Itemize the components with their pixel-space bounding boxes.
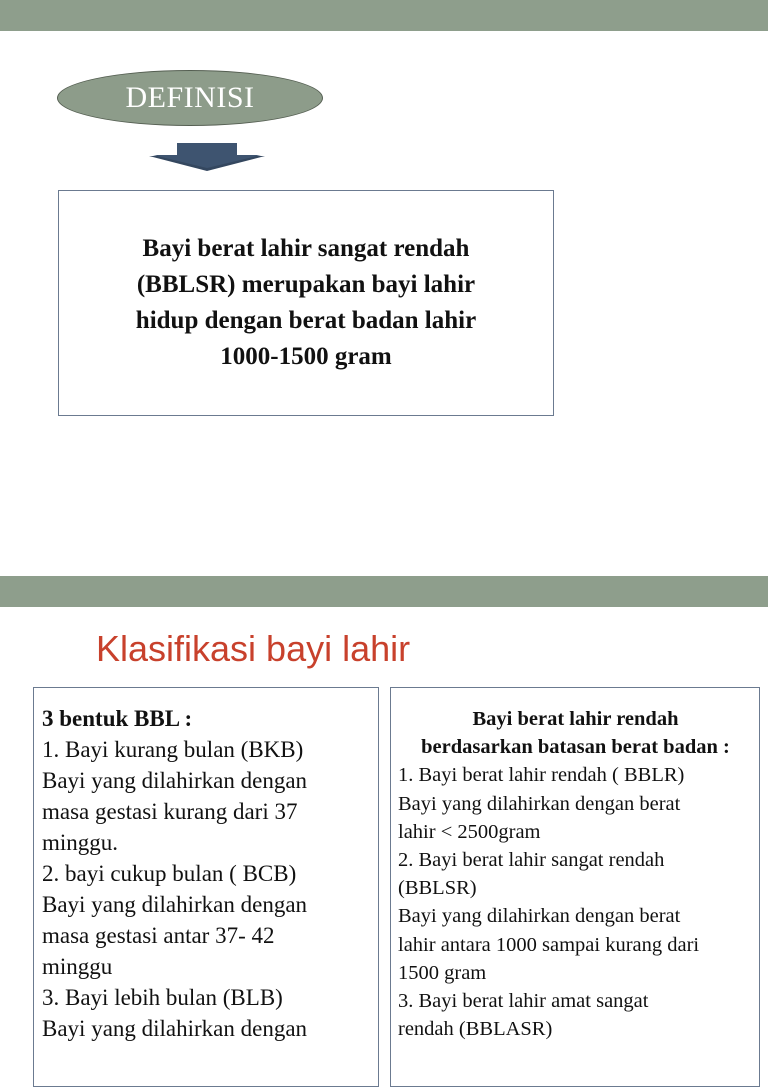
definition-box (58, 190, 554, 416)
panel-heading: 3 bentuk BBL : (42, 706, 193, 731)
panel-line: 2. Bayi berat lahir sangat rendah (398, 849, 665, 872)
panel-line: (BBLSR) (398, 877, 477, 900)
panel-line: rendah (BBLASR) (398, 1018, 553, 1041)
panel-line: 3. Bayi lebih bulan (BLB) (42, 985, 283, 1010)
panel-heading: berdasarkan batasan berat badan : (421, 736, 730, 759)
panel-line: 1500 gram (398, 961, 487, 984)
panel-line: Bayi yang dilahirkan dengan (42, 892, 308, 917)
panel-line: lahir antara 1000 sampai kurang dari (398, 933, 700, 956)
panel-line: Bayi yang dilahirkan dengan (42, 768, 308, 793)
birth-weight-panel (390, 687, 760, 1087)
slide-header-bar (0, 0, 768, 31)
panel-line: 3. Bayi berat lahir amat sangat (398, 990, 649, 1013)
slide-header-bar (0, 576, 768, 607)
definition-line: Bayi berat lahir sangat rendah (142, 235, 470, 262)
panel-line: 2. bayi cukup bulan ( BCB) (42, 861, 297, 886)
definition-line: hidup dengan berat badan lahir (135, 307, 477, 334)
definisi-badge-label: DEFINISI (125, 81, 255, 114)
slide-title: Klasifikasi bayi lahir (96, 628, 411, 669)
panel-line: Bayi yang dilahirkan dengan berat (398, 905, 681, 928)
panel-line: lahir < 2500gram (398, 820, 541, 843)
panel-line: masa gestasi kurang dari 37 (42, 799, 298, 824)
panel-line: minggu. (42, 830, 119, 855)
definition-line: 1000-1500 gram (220, 343, 392, 370)
definisi-badge (57, 70, 323, 126)
panel-line: 1. Bayi berat lahir rendah ( BBLR) (398, 764, 685, 787)
bbl-forms-panel (33, 687, 379, 1087)
definition-line: (BBLSR) merupakan bayi lahir (136, 271, 476, 298)
definition-text (136, 231, 476, 375)
panel-line: Bayi yang dilahirkan dengan (42, 1016, 308, 1041)
panel-line: Bayi yang dilahirkan dengan berat (398, 792, 681, 815)
panel-line: minggu (42, 954, 113, 979)
panel-heading: Bayi berat lahir rendah (472, 708, 679, 730)
panel-line: 1. Bayi kurang bulan (BKB) (42, 737, 304, 762)
down-arrow-icon (147, 142, 267, 172)
panel-line: masa gestasi antar 37- 42 (42, 923, 275, 948)
